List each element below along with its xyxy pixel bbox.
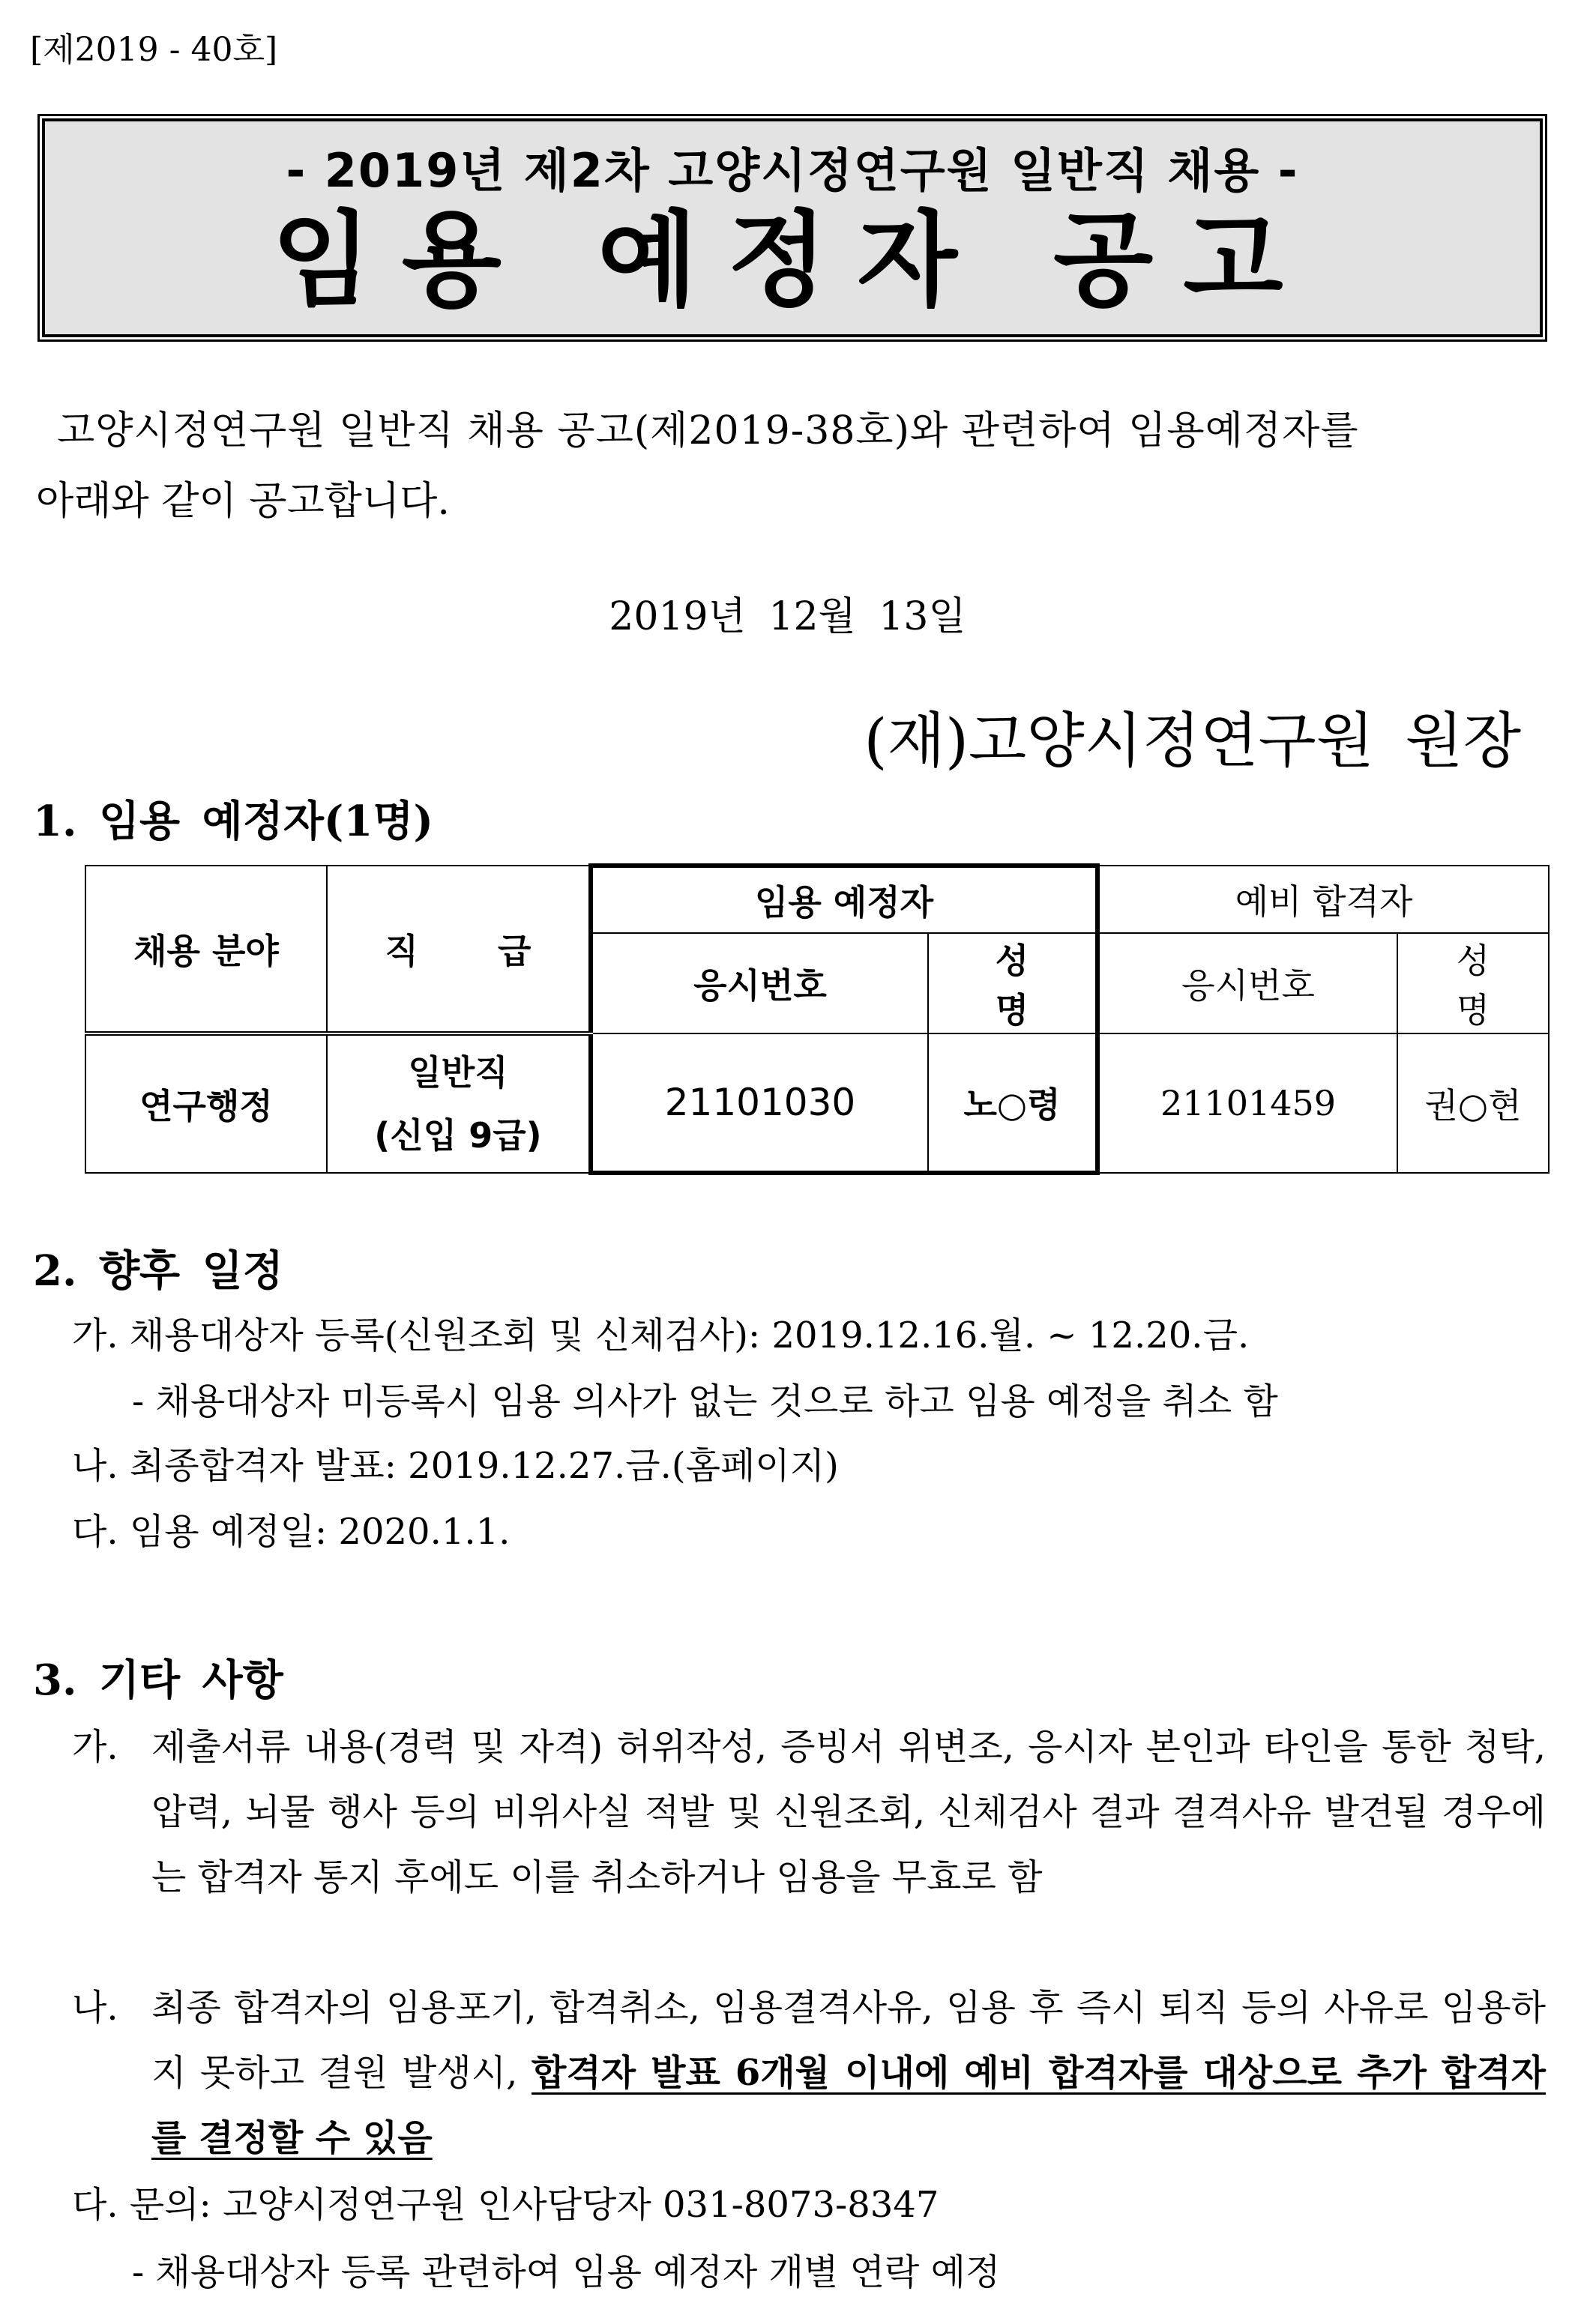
schedule-item-a [72, 1304, 1249, 1367]
notes-item-b [72, 1976, 1546, 2171]
cell-appointee-exam-no: 21101030 [591, 1033, 928, 1173]
section-2-heading: 2. 향후 일정 [33, 1246, 283, 1296]
header-reserve-group: 예비 합격자 [1097, 866, 1549, 933]
cell-reserve-exam-no: 21101459 [1097, 1033, 1397, 1173]
page-title: 임용 예정자 공고 [271, 200, 1313, 321]
schedule-item-a-note-label: - [132, 1380, 145, 1422]
notes-item-a-text: 제출서류 내용(경력 및 자격) 허위작성, 증빙서 위변조, 응시자 본인과 타인을 통한 청탁, 압력, 뇌물 행사 등의 비위사실 적발 및 신원조회, 신체검사 결과 결격사유 발견될 경우에는 합격자 통지 후에도 이를 취소하거나 임용을 무효로 함 [151, 1726, 1546, 1898]
notes-item-b-text: 최종 합격자의 임용포기, 합격취소, 임용결격사유, 임용 후 즉시 퇴직 등의 사유로 임용하지 못하고 결원 발생시, [151, 1987, 1546, 2094]
announcement-date: 2019년 12월 13일 [609, 594, 966, 639]
cell-grade-line-2: (신입 9급) [374, 1115, 542, 1156]
notes-item-c-note-text: 채용대상자 등록 관련하여 임용 예정자 개별 연락 예정 [155, 2251, 1001, 2293]
cell-grade [327, 1033, 591, 1173]
cell-field: 연구행정 [85, 1033, 327, 1173]
schedule-item-a-note [132, 1370, 1278, 1433]
notes-item-c-note [132, 2241, 1000, 2304]
schedule-item-b-label: 나. [72, 1445, 118, 1487]
notes-item-b-label: 나. [72, 1987, 118, 2029]
header-field: 채용 분야 [85, 866, 327, 1033]
schedule-item-c [72, 1500, 510, 1563]
schedule-item-b [72, 1434, 839, 1497]
schedule-item-a-label: 가. [72, 1315, 118, 1356]
appointee-table [85, 863, 1550, 1175]
title-box [42, 118, 1543, 337]
schedule-item-c-label: 다. [72, 1511, 118, 1553]
header-appointee-name: 성 명 [928, 933, 1097, 1033]
header-reserve-exam-no: 응시번호 [1097, 933, 1397, 1033]
section-1-heading: 1. 임용 예정자(1명) [33, 797, 433, 846]
cell-grade-line-1: 일반직 [408, 1052, 508, 1093]
notes-item-a-label: 가. [72, 1726, 118, 1768]
notes-item-c [72, 2173, 939, 2236]
header-reserve-name: 성 명 [1397, 933, 1549, 1033]
header-appointee-group: 임용 예정자 [591, 866, 1097, 933]
notes-item-a [72, 1715, 1546, 1910]
intro-line-2: 아래와 같이 공고합니다. [36, 479, 450, 524]
schedule-item-a-note-text: 채용대상자 미등록시 임용 의사가 없는 것으로 하고 임용 예정을 취소 함 [155, 1380, 1278, 1422]
cell-reserve-name: 권○현 [1397, 1033, 1549, 1173]
schedule-item-b-text: 최종합격자 발표: 2019.12.27.금.(홈페이지) [129, 1445, 839, 1487]
issuer-signature: (재)고양시정연구원 원장 [864, 706, 1521, 776]
intro-paragraph [36, 396, 1543, 537]
intro-line-1: 고양시정연구원 일반직 채용 공고(제2019-38호)와 관련하여 임용예정자를 [57, 408, 1359, 453]
title-subtitle: - 2019년 제2차 고양시정연구원 일반직 채용 - [286, 143, 1299, 198]
notes-item-c-note-label: - [132, 2251, 145, 2293]
schedule-item-a-text: 채용대상자 등록(신원조회 및 신체검사): 2019.12.16.월. ~ 12.20.금. [129, 1315, 1250, 1356]
notes-item-c-label: 다. [72, 2184, 118, 2226]
cell-appointee-name: 노○령 [928, 1033, 1097, 1173]
notes-item-b-emphasis: 합격자 발표 6개월 이내에 예비 합격자를 대상으로 추가 합격자를 결정할 수 있음 [151, 2052, 1546, 2159]
document-number: [제2019 - 40호] [30, 31, 278, 69]
schedule-item-c-text: 임용 예정일: 2020.1.1. [129, 1511, 511, 1553]
header-appointee-exam-no: 응시번호 [591, 933, 928, 1033]
notes-item-b-body [151, 1976, 1546, 2171]
section-3-heading: 3. 기타 사항 [33, 1656, 283, 1705]
notes-item-c-text: 문의: 고양시정연구원 인사담당자 031-8073-8347 [129, 2184, 939, 2226]
header-grade: 직 급 [327, 866, 591, 1033]
